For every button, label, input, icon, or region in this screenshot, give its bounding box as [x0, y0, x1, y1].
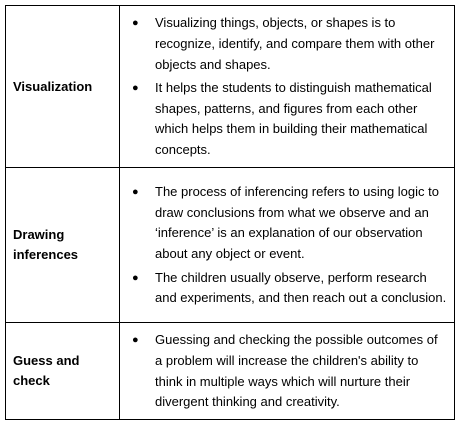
term-drawing-inferences: Drawing inferences: [6, 168, 120, 323]
bullet-text: Guessing and checking the possible outcomes of a problem will increase the children's ability to think in multiple ways which will nurture their divergent thinking and creativity.: [155, 332, 438, 410]
term-guess-and-check: Guess and check: [6, 323, 120, 420]
list-item: [120, 13, 448, 75]
description-guess-and-check: [120, 323, 455, 420]
bullet-list: [120, 325, 454, 416]
bullet-icon: ●: [132, 334, 139, 347]
bullet-text: The children usually observe, perform research and experiments, and then reach out a conclusion.: [155, 269, 447, 306]
list-item: [120, 268, 448, 309]
bullet-list: [120, 8, 454, 164]
bullet-icon: ●: [132, 186, 139, 199]
bullet-icon: ●: [132, 17, 139, 30]
list-item: [120, 78, 448, 160]
list-item: [120, 182, 448, 264]
table-row: [6, 6, 455, 168]
term-visualization: Visualization: [6, 6, 120, 168]
bullet-text: The process of inferencing refers to using logic to draw conclusions from what we observe and an ‘inference’ is an explanation of our observation about any object or event.: [155, 184, 439, 261]
table-row: [6, 323, 455, 420]
description-drawing-inferences: [120, 168, 455, 323]
methods-table: [5, 5, 455, 420]
bullet-text: Visualizing things, objects, or shapes is to recognize, identify, and compare them with other objects and shapes.: [155, 15, 435, 72]
table-row: [6, 168, 455, 323]
description-visualization: [120, 6, 455, 168]
bullet-icon: ●: [132, 271, 139, 284]
bullet-list: [120, 177, 454, 313]
bullet-text: It helps the students to distinguish mathematical shapes, patterns, and figures from each other which helps them in building their mathematical concepts.: [155, 80, 432, 157]
bullet-icon: ●: [132, 82, 139, 95]
list-item: [120, 330, 448, 412]
